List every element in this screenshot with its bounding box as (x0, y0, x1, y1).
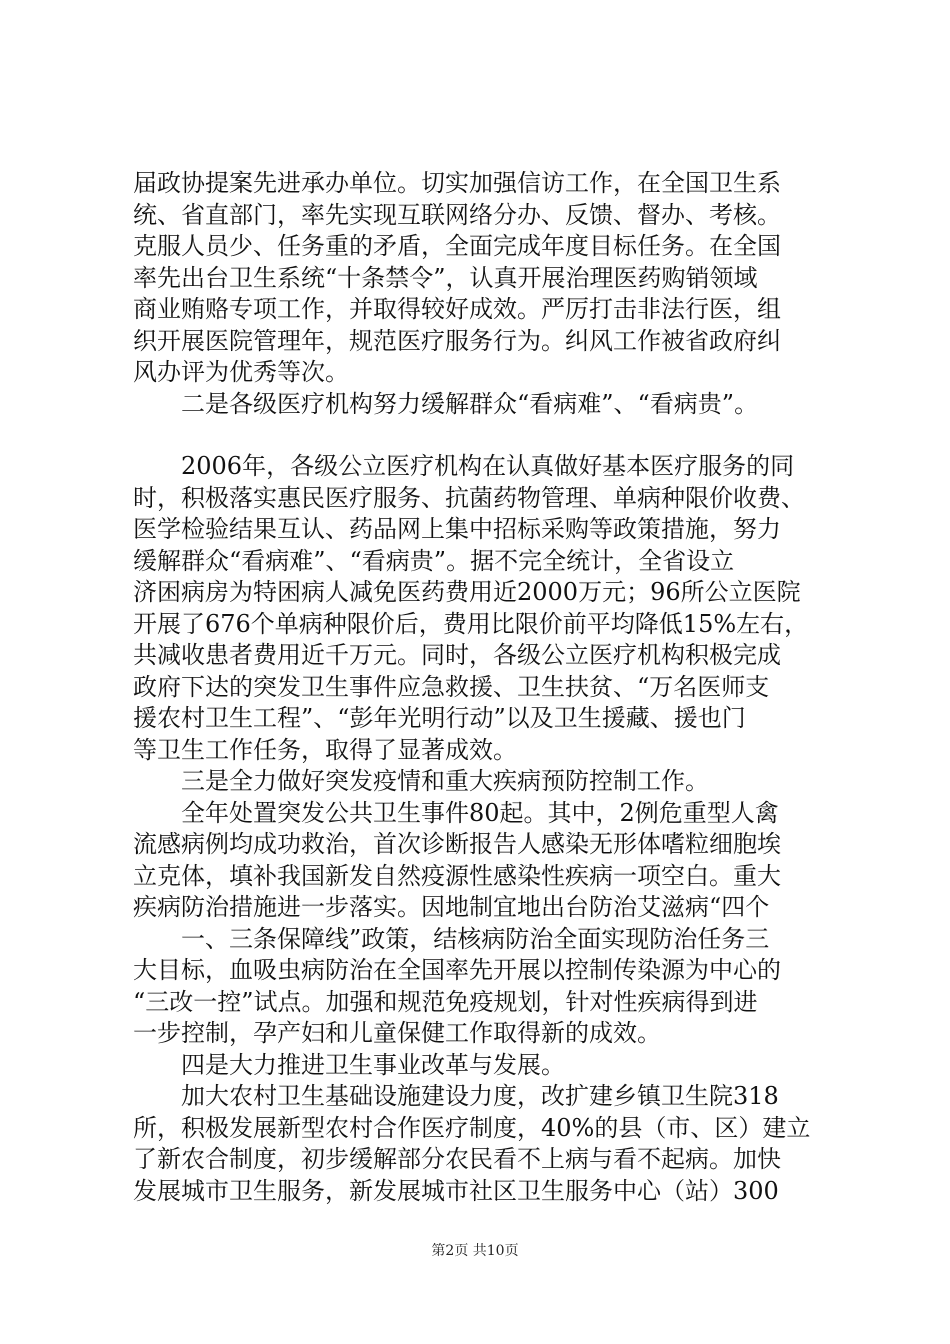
section-heading (133, 766, 833, 798)
text-line: 政府下达的突发卫生事件应急救援、卫生扶贫、“万名医师支 (133, 672, 770, 701)
text-line: 济困病房为特困病人减免医药费用近2000万元；96所公立医院 (133, 578, 801, 606)
text-line: 统、省直部门，率先实现互联网络分办、反馈、督办、考核。 (133, 200, 781, 229)
text-line: 共减收患者费用近千万元。同时，各级公立医疗机构积极完成 (133, 641, 781, 669)
text-line: 发展城市卫生服务，新发展城市社区卫生服务中心（站）300 (133, 1176, 779, 1205)
text-line: 时，积极落实惠民医疗服务、抗菌药物管理、单病种限价收费、 (133, 483, 805, 512)
text-line: “三改一控”试点。加强和规范免疫规划，针对性疾病得到进 (133, 987, 758, 1016)
text-line: 风办评为优秀等次。 (133, 358, 349, 386)
text-line: 商业贿赂专项工作，并取得较好成效。严厉打击非法行医，组 (133, 295, 781, 323)
text-line: 疾病防治措施进一步落实。因地制宜地出台防治艾滋病“四个 (133, 893, 770, 921)
text-line: 开展了676个单病种限价后，费用比限价前平均降低15%左右， (133, 609, 809, 638)
section-heading (133, 1050, 833, 1082)
paragraph (133, 798, 833, 924)
section-heading (133, 389, 833, 421)
page-number-footer: 第2页 共10页 (431, 1243, 519, 1259)
text-line: 流感病例均成功救治，首次诊断报告人感染无形体嗜粒细胞埃 (133, 830, 781, 858)
text-line: 二是各级医疗机构努力缓解群众“看病难”、“看病贵”。 (181, 389, 759, 418)
text-line: 届政协提案先进承办单位。切实加强信访工作，在全国卫生系 (133, 169, 781, 197)
text-line: 医学检验结果互认、药品网上集中招标采购等政策措施，努力 (133, 515, 781, 543)
text-line: 2006年，各级公立医疗机构在认真做好基本医疗服务的同 (181, 452, 795, 480)
text-line: 一步控制，孕产妇和儿童保健工作取得新的成效。 (133, 1019, 661, 1047)
text-line: 一、三条保障线”政策，结核病防治全面实现防治任务三 (181, 924, 770, 953)
text-line: 四是大力推进卫生事业改革与发展。 (181, 1050, 565, 1079)
paragraph (133, 924, 833, 1050)
paragraph (133, 168, 833, 389)
text-line: 等卫生工作任务，取得了显著成效。 (133, 735, 517, 764)
text-line: 所，积极发展新型农村合作医疗制度，40%的县（市、区）建立 (133, 1113, 811, 1142)
text-line: 率先出台卫生系统“十条禁令”，认真开展治理医药购销领域 (133, 263, 758, 292)
text-line: 三是全力做好突发疫情和重大疾病预防控制工作。 (181, 767, 709, 795)
blank-line (133, 420, 833, 451)
text-line: 大目标，血吸虫病防治在全国率先开展以控制传染源为中心的 (133, 956, 781, 984)
text-line: 缓解群众“看病难”、“看病贵”。据不完全统计，全省设立 (133, 546, 735, 575)
paragraph (133, 451, 833, 766)
document-body (133, 168, 833, 1207)
text-line: 全年处置突发公共卫生事件80起。其中，2例危重型人禽 (181, 798, 779, 827)
text-line: 援农村卫生工程”、“彭年光明行动”以及卫生援藏、援也门 (133, 704, 746, 732)
text-line: 了新农合制度，初步缓解部分农民看不上病与看不起病。加快 (133, 1145, 781, 1173)
paragraph (133, 1081, 833, 1207)
text-line: 克服人员少、任务重的矛盾，全面完成年度目标任务。在全国 (133, 232, 781, 260)
text-line: 织开展医院管理年，规范医疗服务行为。纠风工作被省政府纠 (133, 326, 781, 355)
text-line: 立克体，填补我国新发自然疫源性感染性疾病一项空白。重大 (133, 861, 781, 890)
text-line: 加大农村卫生基础设施建设力度，改扩建乡镇卫生院318 (181, 1082, 779, 1110)
